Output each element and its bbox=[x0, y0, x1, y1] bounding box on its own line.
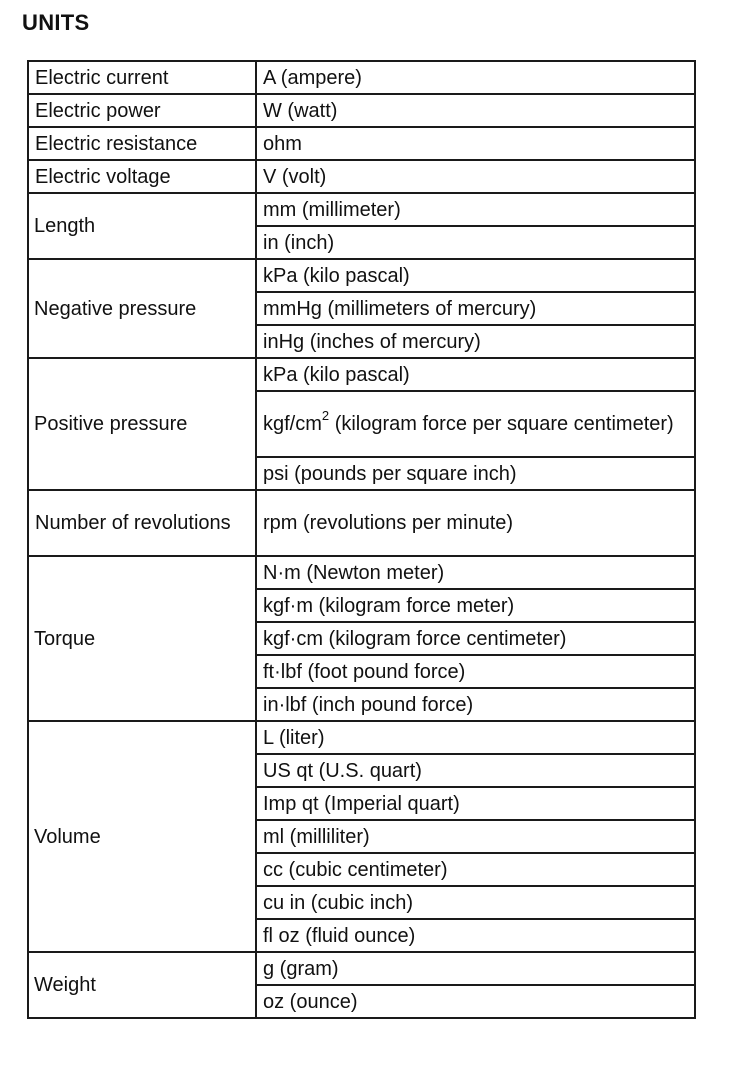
unit-cell: in (inch) bbox=[256, 226, 695, 259]
table-row bbox=[28, 259, 695, 292]
quantity-cell: Positive pressure bbox=[28, 358, 256, 490]
unit-cell: fl oz (fluid ounce) bbox=[256, 919, 695, 952]
table-row bbox=[28, 556, 695, 589]
unit-superscript: 2 bbox=[321, 408, 330, 424]
table-row bbox=[28, 127, 695, 160]
unit-cell: cc (cubic centimeter) bbox=[256, 853, 695, 886]
unit-cell: kPa (kilo pascal) bbox=[256, 259, 695, 292]
unit-cell: N·m (Newton meter) bbox=[256, 556, 695, 589]
quantity-cell: Number of revolutions bbox=[28, 490, 256, 556]
quantity-cell: Torque bbox=[28, 556, 256, 721]
quantity-cell: Weight bbox=[28, 952, 256, 1018]
table-row bbox=[28, 358, 695, 391]
unit-cell: oz (ounce) bbox=[256, 985, 695, 1018]
quantity-cell: Electric voltage bbox=[28, 160, 256, 193]
unit-cell: ml (milliliter) bbox=[256, 820, 695, 853]
unit-cell: US qt (U.S. quart) bbox=[256, 754, 695, 787]
unit-cell: inHg (inches of mercury) bbox=[256, 325, 695, 358]
unit-cell: mm (millimeter) bbox=[256, 193, 695, 226]
unit-cell: ohm bbox=[256, 127, 695, 160]
quantity-cell: Length bbox=[28, 193, 256, 259]
unit-cell: A (ampere) bbox=[256, 61, 695, 94]
unit-cell: mmHg (millimeters of mercury) bbox=[256, 292, 695, 325]
unit-description: (kilogram force per square centimeter) bbox=[329, 413, 674, 435]
unit-cell: ft·lbf (foot pound force) bbox=[256, 655, 695, 688]
unit-cell: kgf·m (kilogram force meter) bbox=[256, 589, 695, 622]
quantity-cell: Volume bbox=[28, 721, 256, 952]
table-row bbox=[28, 952, 695, 985]
table-row bbox=[28, 490, 695, 556]
table-row bbox=[28, 94, 695, 127]
table-row bbox=[28, 193, 695, 226]
unit-cell: cu in (cubic inch) bbox=[256, 886, 695, 919]
quantity-cell: Negative pressure bbox=[28, 259, 256, 358]
unit-cell: in·lbf (inch pound force) bbox=[256, 688, 695, 721]
unit-cell: g (gram) bbox=[256, 952, 695, 985]
unit-cell-kgf-cm2 bbox=[256, 391, 695, 457]
table-row bbox=[28, 160, 695, 193]
quantity-cell: Electric current bbox=[28, 61, 256, 94]
unit-base: kgf/cm bbox=[263, 413, 322, 435]
unit-cell: psi (pounds per square inch) bbox=[256, 457, 695, 490]
units-table bbox=[27, 60, 696, 1019]
unit-cell: L (liter) bbox=[256, 721, 695, 754]
unit-cell: W (watt) bbox=[256, 94, 695, 127]
quantity-cell: Electric power bbox=[28, 94, 256, 127]
table-row bbox=[28, 721, 695, 754]
unit-cell: kgf·cm (kilogram force centimeter) bbox=[256, 622, 695, 655]
quantity-cell: Electric resistance bbox=[28, 127, 256, 160]
table-row bbox=[28, 61, 695, 94]
page-title: UNITS bbox=[22, 10, 90, 35]
unit-cell: rpm (revolutions per minute) bbox=[256, 490, 695, 556]
unit-cell: Imp qt (Imperial quart) bbox=[256, 787, 695, 820]
unit-cell: kPa (kilo pascal) bbox=[256, 358, 695, 391]
unit-cell: V (volt) bbox=[256, 160, 695, 193]
